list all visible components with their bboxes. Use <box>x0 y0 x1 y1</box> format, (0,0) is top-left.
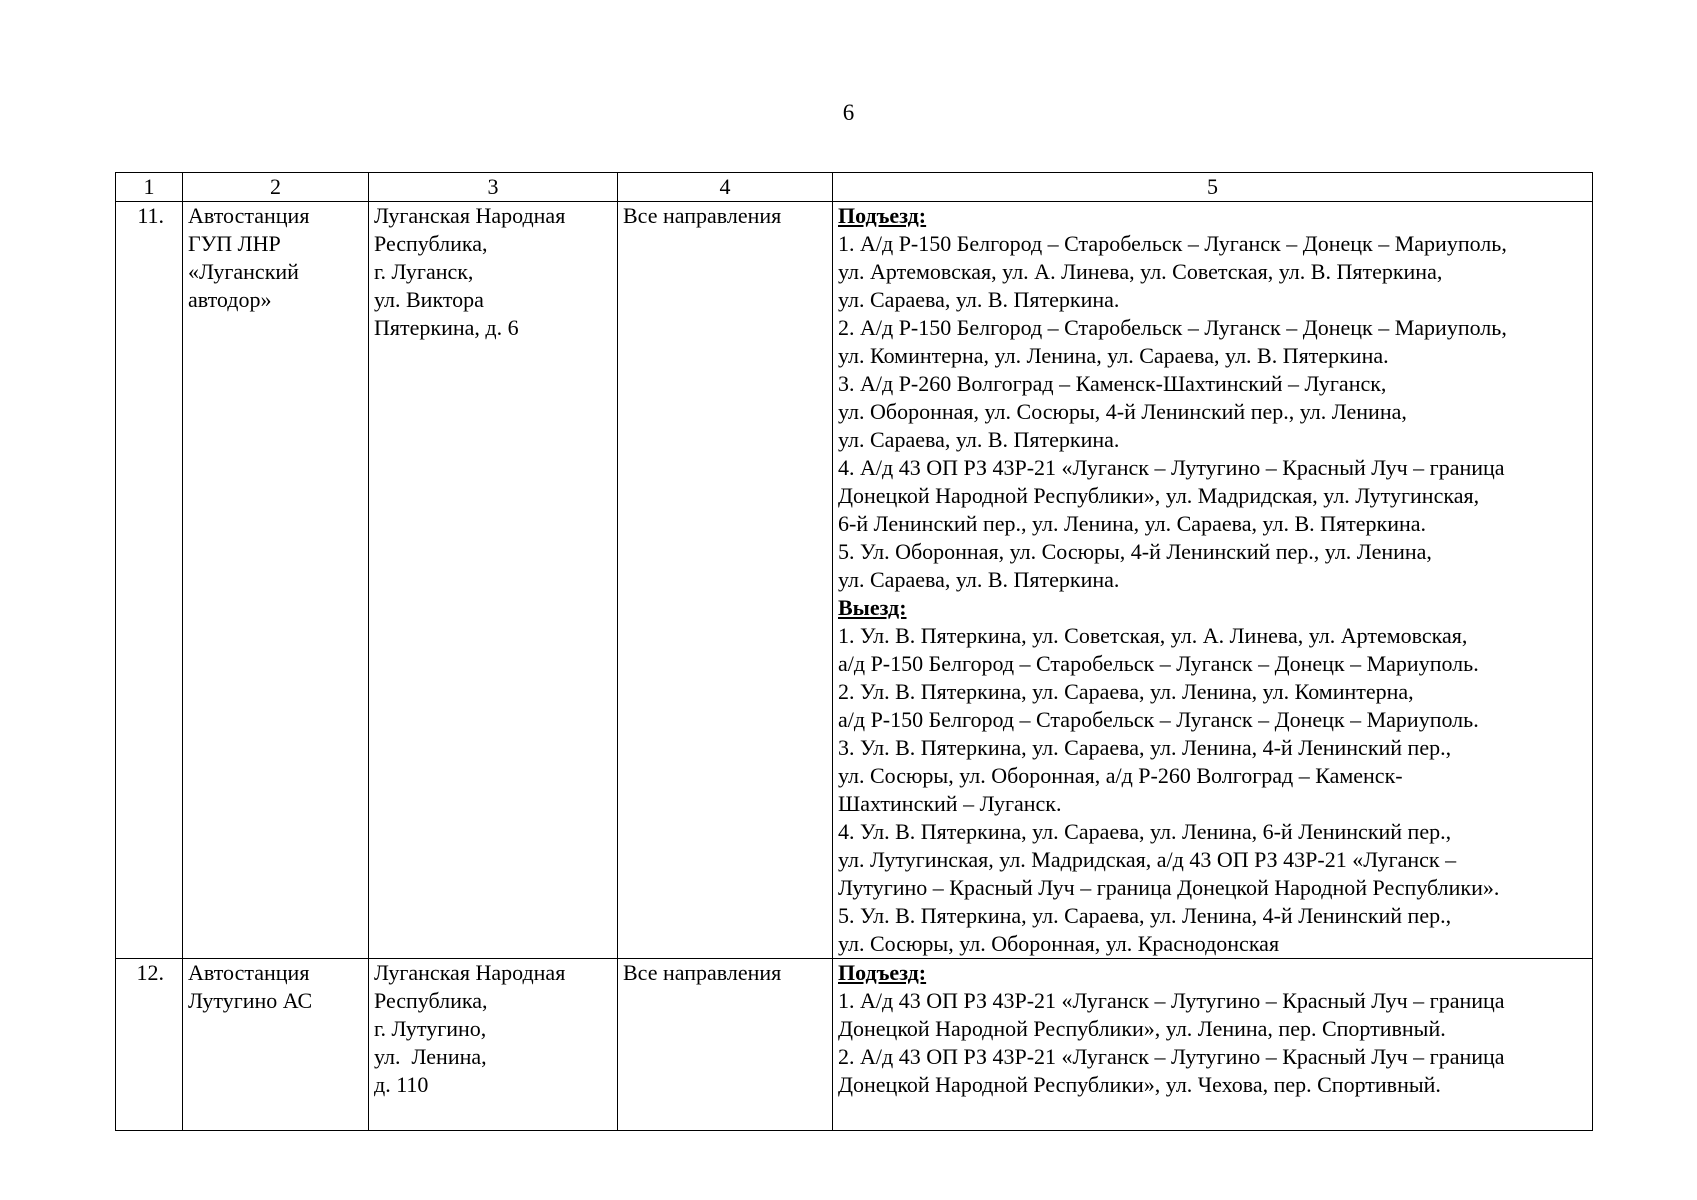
station-name-line: Автостанция <box>188 960 310 985</box>
route-line: ул. Лутугинская, ул. Мадридская, а/д 43 ОП РЗ 43Р-21 «Луганск – <box>838 847 1457 872</box>
route-line: 1. Ул. В. Пятеркина, ул. Советская, ул. А. Линева, ул. Артемовская, <box>838 623 1468 648</box>
station-name-line: Автостанция <box>188 203 310 228</box>
station-name-line: Лутугино АС <box>188 988 313 1013</box>
page-number: 6 <box>842 100 855 125</box>
station-name-line: ГУП ЛНР <box>188 231 281 256</box>
address-line: Республика, <box>374 231 488 256</box>
route-line: ул. Сосюры, ул. Оборонная, а/д Р-260 Волгоград – Каменск- <box>838 763 1403 788</box>
stations-table <box>115 172 1593 1131</box>
station-address <box>369 959 618 1131</box>
route-line: ул. Сараева, ул. В. Пятеркина. <box>838 567 1120 592</box>
address-line: Республика, <box>374 988 488 1013</box>
station-name <box>183 959 369 1131</box>
route-line: Донецкой Народной Республики», ул. Чехова, пер. Спортивный. <box>838 1072 1441 1097</box>
route-line: ул. Оборонная, ул. Сосюры, 4-й Ленинский пер., ул. Ленина, <box>838 399 1407 424</box>
station-name <box>183 202 369 959</box>
address-line: Луганская Народная <box>374 203 566 228</box>
route-line: 4. Ул. В. Пятеркина, ул. Сараева, ул. Ленина, 6-й Ленинский пер., <box>838 819 1452 844</box>
header-cell: 1 <box>116 173 183 202</box>
route-description <box>833 202 1593 959</box>
station-address <box>369 202 618 959</box>
entry-heading: Подъезд: <box>838 203 927 228</box>
address-line: д. 110 <box>374 1072 429 1097</box>
route-line: Донецкой Народной Республики», ул. Ленина, пер. Спортивный. <box>838 1016 1446 1041</box>
header-cell: 5 <box>833 173 1593 202</box>
route-line: 2. А/д 43 ОП РЗ 43Р-21 «Луганск – Лутугино – Красный Луч – граница <box>838 1044 1505 1069</box>
entry-heading: Подъезд: <box>838 960 927 985</box>
route-description <box>833 959 1593 1131</box>
direction <box>618 959 833 1131</box>
route-line: 2. А/д Р-150 Белгород – Старобельск – Луганск – Донецк – Мариуполь, <box>838 315 1507 340</box>
address-line: ул. Ленина, <box>374 1044 487 1069</box>
route-line: 1. А/д Р-150 Белгород – Старобельск – Луганск – Донецк – Мариуполь, <box>838 231 1507 256</box>
header-cell: 4 <box>618 173 833 202</box>
route-line: а/д Р-150 Белгород – Старобельск – Луганск – Донецк – Мариуполь. <box>838 651 1479 676</box>
row-number: 12. <box>116 959 183 1131</box>
direction-text: Все направления <box>623 203 782 228</box>
route-line: ул. Сараева, ул. В. Пятеркина. <box>838 427 1120 452</box>
route-line: 5. Ул. Оборонная, ул. Сосюры, 4-й Ленинский пер., ул. Ленина, <box>838 539 1432 564</box>
route-line: ул. Коминтерна, ул. Ленина, ул. Сараева, ул. В. Пятеркина. <box>838 343 1389 368</box>
route-line: а/д Р-150 Белгород – Старобельск – Луганск – Донецк – Мариуполь. <box>838 707 1479 732</box>
route-line: 1. А/д 43 ОП РЗ 43Р-21 «Луганск – Лутугино – Красный Луч – граница <box>838 988 1505 1013</box>
station-name-line: «Луганский <box>188 259 299 284</box>
table-row <box>116 959 1593 1131</box>
table-header-row <box>116 173 1593 202</box>
address-line: г. Лутугино, <box>374 1016 487 1041</box>
route-line: 5. Ул. В. Пятеркина, ул. Сараева, ул. Ленина, 4-й Ленинский пер., <box>838 903 1452 928</box>
header-cell: 2 <box>183 173 369 202</box>
route-line: 3. А/д Р-260 Волгоград – Каменск-Шахтинский – Луганск, <box>838 371 1387 396</box>
route-line: Лутугино – Красный Луч – граница Донецкой Народной Республики». <box>838 875 1500 900</box>
address-line: Луганская Народная <box>374 960 566 985</box>
route-line: ул. Сараева, ул. В. Пятеркина. <box>838 287 1120 312</box>
route-line: Шахтинский – Луганск. <box>838 791 1062 816</box>
station-name-line: автодор» <box>188 287 272 312</box>
exit-heading: Выезд: <box>838 595 907 620</box>
direction-text: Все направления <box>623 960 782 985</box>
route-line: Донецкой Народной Республики», ул. Мадридская, ул. Лутугинская, <box>838 483 1480 508</box>
route-line: ул. Артемовская, ул. А. Линева, ул. Советская, ул. В. Пятеркина, <box>838 259 1443 284</box>
address-line: г. Луганск, <box>374 259 474 284</box>
header-cell: 3 <box>369 173 618 202</box>
address-line: ул. Виктора <box>374 287 484 312</box>
table-row <box>116 202 1593 959</box>
direction <box>618 202 833 959</box>
route-line: 4. А/д 43 ОП РЗ 43Р-21 «Луганск – Лутугино – Красный Луч – граница <box>838 455 1505 480</box>
route-line: 2. Ул. В. Пятеркина, ул. Сараева, ул. Ленина, ул. Коминтерна, <box>838 679 1414 704</box>
address-line: Пятеркина, д. 6 <box>374 315 519 340</box>
route-line: 6-й Ленинский пер., ул. Ленина, ул. Сараева, ул. В. Пятеркина. <box>838 511 1427 536</box>
row-number: 11. <box>116 202 183 959</box>
route-line: ул. Сосюры, ул. Оборонная, ул. Краснодонская <box>838 931 1280 956</box>
route-line: 3. Ул. В. Пятеркина, ул. Сараева, ул. Ленина, 4-й Ленинский пер., <box>838 735 1452 760</box>
